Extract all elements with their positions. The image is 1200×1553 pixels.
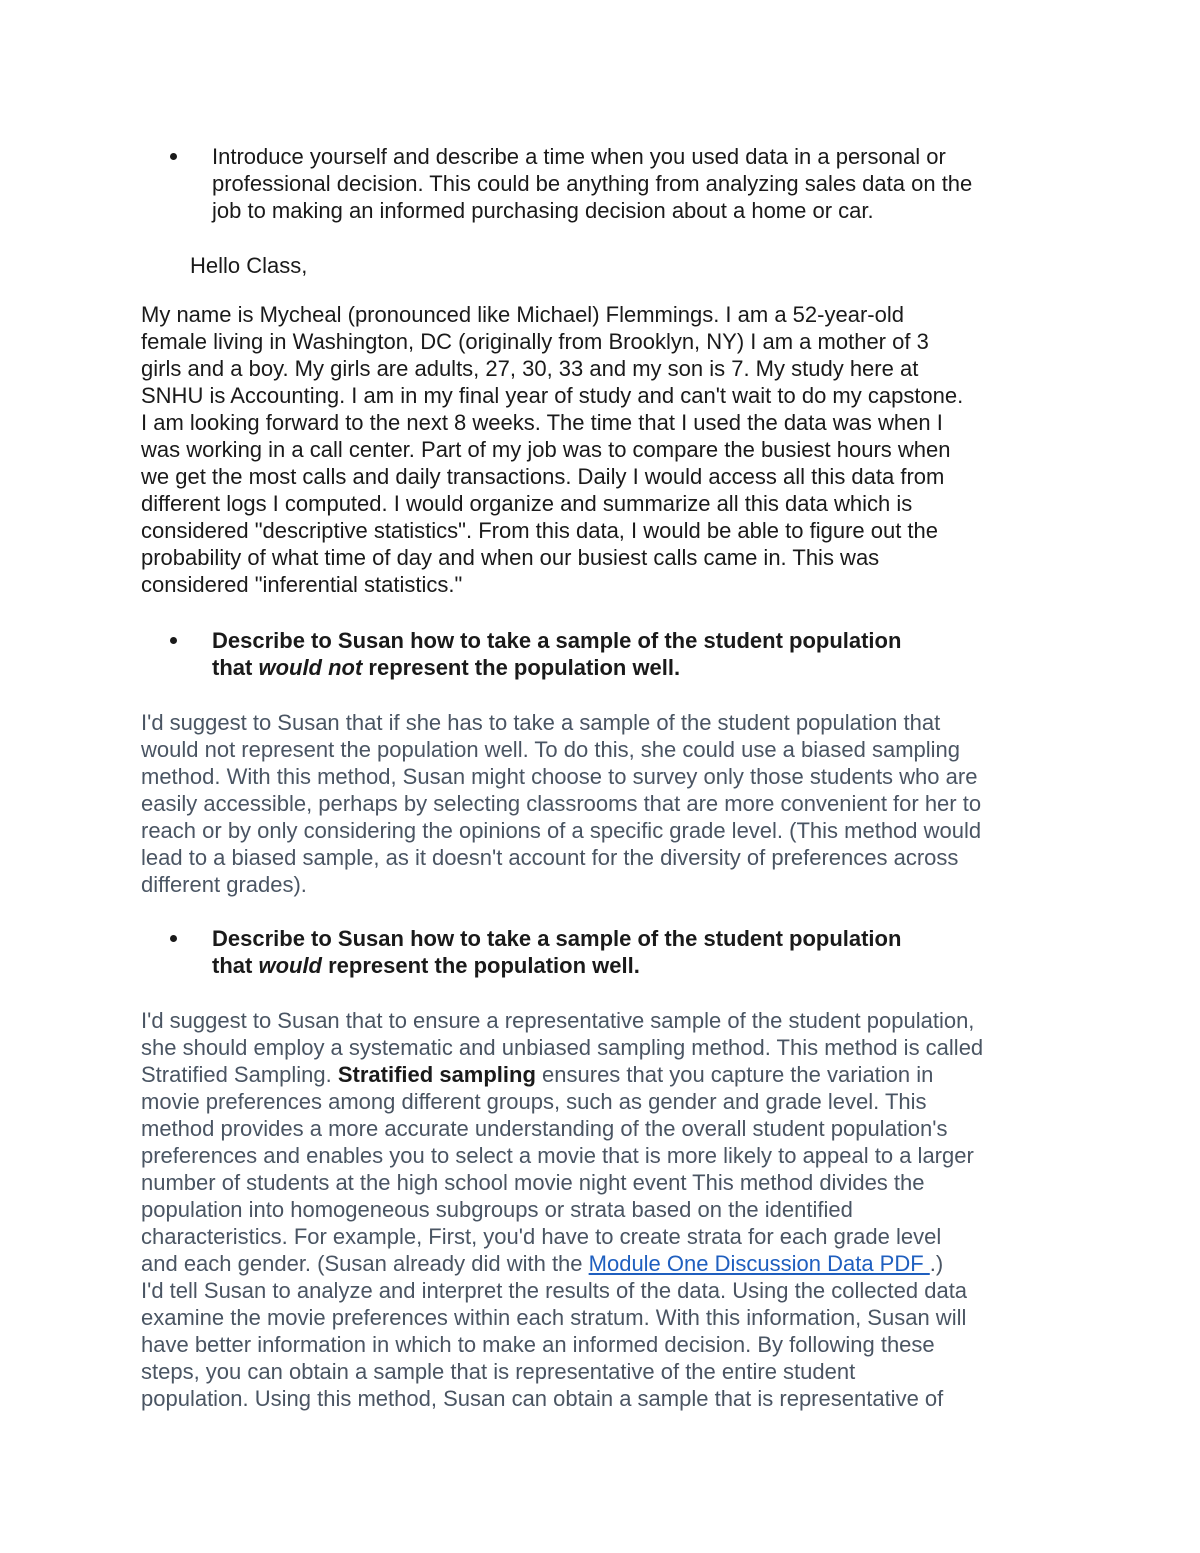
greeting: Hello Class, (190, 253, 308, 278)
bold-term: Stratified sampling (337, 1062, 536, 1087)
text-line: characteristics. For example, First, you'd have to create strata for each grade level (141, 1224, 942, 1249)
text-line (212, 654, 1072, 681)
intro-paragraph (141, 301, 1071, 598)
text-line: method. With this method, Susan might choose to survey only those students who are (141, 764, 978, 789)
text-line: lead to a biased sample, as it doesn't account for the diversity of preferences across (141, 845, 959, 870)
text-line: movie preferences among different groups, such as gender and grade level. This (141, 1089, 927, 1114)
answer-stratified-paragraph (141, 1007, 1071, 1412)
text-line: would not represent the population well. To do this, she could use a biased sampling (141, 737, 961, 762)
text-line: have better information in which to make an informed decision. By following these (141, 1332, 935, 1357)
text-line: different grades). (141, 872, 307, 897)
text-run: represent the population well. (362, 655, 681, 680)
text-line: examine the movie preferences within each stratum. With this information, Susan will (141, 1305, 967, 1330)
text-run: and each gender. (Susan already did with the (141, 1251, 589, 1276)
text-line: considered "inferential statistics." (141, 572, 463, 597)
emphasis-text: would not (258, 655, 363, 680)
text-line (141, 1250, 1071, 1277)
text-run: represent the population well. (322, 953, 640, 978)
text-line (212, 952, 1072, 979)
text-run: that (212, 655, 259, 680)
prompt-text (212, 925, 1072, 979)
text-line: Describe to Susan how to take a sample of the student population (212, 628, 902, 653)
text-line: I'd suggest to Susan that if she has to take a sample of the student population that (141, 710, 941, 735)
text-line (141, 1061, 1071, 1088)
text-run: Stratified Sampling. (141, 1062, 338, 1087)
text-line: we get the most calls and daily transactions. Daily I would access all this data from (141, 464, 945, 489)
text-line: preferences and enables you to select a movie that is more likely to appeal to a larger (141, 1143, 974, 1168)
prompt-text (212, 627, 1072, 681)
text-line: professional decision. This could be anything from analyzing sales data on the (212, 171, 973, 196)
text-line: reach or by only considering the opinions of a specific grade level. (This method would (141, 818, 982, 843)
text-line: job to making an informed purchasing decision about a home or car. (212, 198, 874, 223)
text-line: different logs I computed. I would organize and summarize all this data which is (141, 491, 913, 516)
text-run: ensures that you capture the variation in (535, 1062, 934, 1087)
text-line: I'd suggest to Susan that to ensure a representative sample of the student population, (141, 1008, 975, 1033)
text-line: I am looking forward to the next 8 weeks. The time that I used the data was when I (141, 410, 943, 435)
text-line: SNHU is Accounting. I am in my final year of study and can't wait to do my capstone. (141, 383, 964, 408)
text-line: girls and a boy. My girls are adults, 27, 30, 33 and my son is 7. My study here at (141, 356, 919, 381)
prompt-text (212, 143, 1072, 224)
text-line: I'd tell Susan to analyze and interpret the results of the data. Using the collected data (141, 1278, 968, 1303)
text-line: population. Using this method, Susan can obtain a sample that is representative of (141, 1386, 944, 1411)
text-line: considered "descriptive statistics". From this data, I would be able to figure out the (141, 518, 939, 543)
emphasis-text: would (258, 953, 322, 978)
text-line: method provides a more accurate understanding of the overall student population's (141, 1116, 948, 1141)
bullet-icon (170, 153, 177, 160)
text-line: My name is Mycheal (pronounced like Michael) Flemmings. I am a 52-year-old (141, 302, 904, 327)
bullet-icon (170, 637, 177, 644)
text-line: population into homogeneous subgroups or strata based on the identified (141, 1197, 853, 1222)
answer-biased-paragraph (141, 709, 1071, 898)
module-one-data-link[interactable]: Module One Discussion Data PDF (588, 1251, 930, 1276)
text-run: .) (929, 1251, 944, 1276)
text-line: she should employ a systematic and unbiased sampling method. This method is called (141, 1035, 984, 1060)
bullet-icon (170, 935, 177, 942)
text-line: was working in a call center. Part of my job was to compare the busiest hours when (141, 437, 951, 462)
text-line: Describe to Susan how to take a sample of the student population (212, 926, 902, 951)
text-line: number of students at the high school movie night event This method divides the (141, 1170, 925, 1195)
text-line: easily accessible, perhaps by selecting classrooms that are more convenient for her to (141, 791, 982, 816)
text-line: Introduce yourself and describe a time when you used data in a personal or (212, 144, 946, 169)
text-line: female living in Washington, DC (originally from Brooklyn, NY) I am a mother of 3 (141, 329, 929, 354)
text-run: that (212, 953, 259, 978)
text-line: probability of what time of day and when our busiest calls came in. This was (141, 545, 880, 570)
text-line: steps, you can obtain a sample that is representative of the entire student (141, 1359, 856, 1384)
